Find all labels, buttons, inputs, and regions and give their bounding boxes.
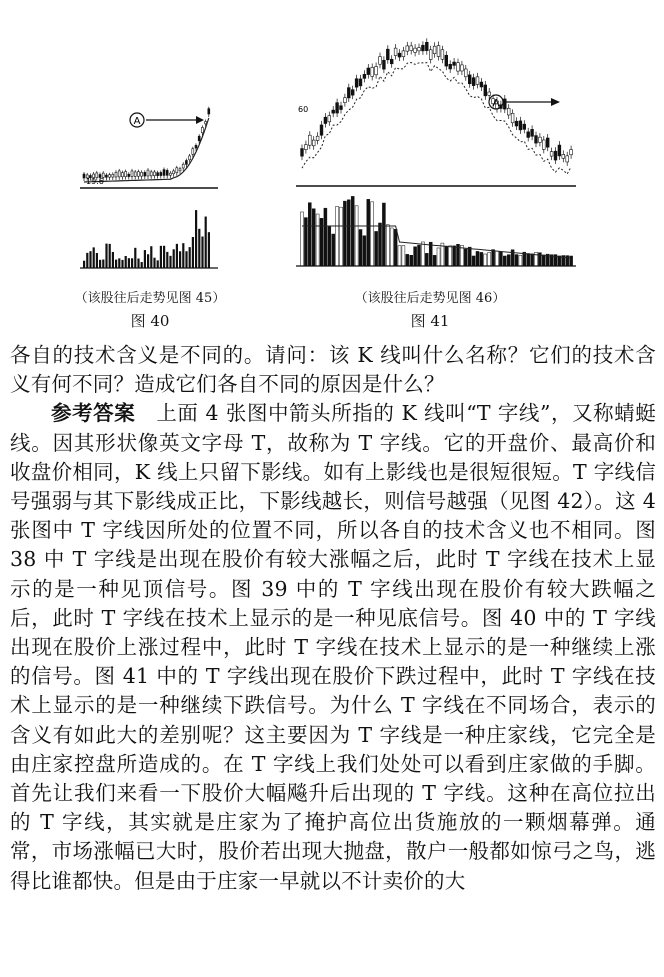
volume-bar	[150, 246, 152, 268]
volume-bar	[137, 259, 139, 268]
volume-bar	[464, 249, 467, 266]
volume-bar	[336, 206, 339, 266]
volume-bar	[332, 234, 335, 266]
candle-body	[185, 160, 187, 164]
candle-body	[449, 64, 452, 69]
candle-body	[328, 116, 331, 122]
volume-bar	[418, 245, 421, 266]
volume-bar	[105, 244, 107, 268]
candle-body	[83, 174, 85, 178]
candle-body	[137, 172, 139, 177]
volume-bar	[208, 232, 210, 268]
candle-body	[166, 170, 168, 175]
volume-bar	[402, 245, 405, 266]
volume-bar	[519, 255, 522, 266]
volume-bar	[157, 260, 159, 268]
candle-body	[112, 174, 114, 177]
candle-body	[371, 68, 374, 77]
figure-41-number: 图 41	[410, 312, 450, 330]
volume-bar	[301, 212, 304, 266]
candle-body	[468, 75, 471, 84]
volume-bar	[185, 251, 187, 268]
candle-body	[402, 51, 405, 57]
candle-body	[363, 74, 366, 78]
volume-bar	[390, 228, 393, 266]
volume-bar	[201, 237, 203, 268]
volume-bar	[153, 258, 155, 268]
candle-body	[305, 145, 308, 150]
volume-bar	[343, 201, 346, 266]
candle-body	[550, 152, 553, 156]
arrow-head-icon	[196, 116, 204, 124]
volume-bar	[496, 251, 499, 266]
candle-body	[379, 57, 382, 65]
volume-bar	[169, 256, 171, 268]
volume-bar	[316, 214, 319, 266]
candle-body	[562, 154, 565, 158]
volume-bar	[163, 246, 165, 268]
volume-bar	[147, 254, 149, 268]
candle-body	[386, 49, 389, 60]
candle-body	[437, 46, 440, 57]
candle-body	[351, 90, 354, 95]
volume-bar	[109, 244, 111, 268]
volume-bar	[503, 256, 506, 266]
volume-bar	[355, 206, 358, 266]
candle-body	[507, 108, 510, 115]
volume-bar	[340, 207, 343, 266]
volume-bar	[324, 208, 327, 266]
candle-body	[173, 171, 175, 174]
volume-bar	[144, 250, 146, 268]
volume-bar	[93, 247, 95, 268]
volume-bar	[102, 259, 104, 268]
candle-body	[182, 164, 184, 168]
candle-body	[406, 46, 409, 51]
candle-body	[176, 168, 178, 173]
axis-price-label: 60	[298, 105, 309, 114]
candle-body	[398, 53, 401, 57]
volume-bar	[192, 237, 194, 268]
candle-body	[484, 85, 487, 96]
volume-bar	[83, 261, 85, 268]
candle-body	[488, 92, 491, 95]
candle-body	[453, 62, 456, 65]
volume-bar	[488, 252, 491, 266]
candle-body	[375, 66, 378, 74]
volume-bar	[173, 249, 175, 268]
candle-body	[109, 175, 111, 177]
volume-bar	[160, 246, 162, 268]
volume-bar	[86, 253, 88, 268]
candle-body	[394, 48, 397, 55]
candle-body	[515, 121, 518, 126]
volume-bar	[542, 255, 545, 266]
body-text	[10, 341, 656, 896]
candle-body	[118, 171, 120, 177]
volume-bar	[410, 255, 413, 266]
volume-bar	[112, 252, 114, 268]
candle-body	[134, 172, 136, 176]
figure-40-number: 图 40	[130, 312, 170, 330]
volume-bar	[492, 250, 495, 266]
volume-bar	[394, 229, 397, 266]
volume-bar	[125, 256, 127, 268]
volume-bar	[312, 209, 315, 266]
volume-bar	[328, 227, 331, 266]
candle-body	[125, 172, 127, 177]
volume-bar	[363, 236, 366, 266]
volume-bar	[476, 251, 479, 266]
candle-body	[558, 145, 561, 156]
volume-bar	[468, 247, 471, 266]
candle-body	[105, 175, 107, 177]
candle-body	[410, 46, 413, 51]
candle-body	[201, 127, 203, 132]
candle-body	[320, 125, 323, 135]
candles-layer	[83, 107, 210, 181]
candle-body	[141, 172, 143, 176]
candle-body	[144, 172, 146, 176]
candle-body	[367, 68, 370, 75]
candle-body	[157, 173, 159, 176]
candle-body	[121, 173, 123, 177]
volume-bar	[141, 262, 143, 268]
volume-bar	[96, 253, 98, 268]
candle-body	[153, 172, 155, 176]
volume-bar	[406, 254, 409, 266]
candle-body	[179, 169, 181, 171]
volume-bar	[179, 251, 181, 268]
volume-bar	[449, 246, 452, 266]
volume-layer	[83, 210, 210, 268]
figure-41-note: （该股往后走势见图 46）	[354, 291, 506, 306]
volume-bar	[531, 254, 534, 266]
candle-body	[535, 136, 538, 144]
volume-bar	[189, 247, 191, 268]
candle-body	[418, 48, 421, 51]
volume-bar	[433, 255, 436, 266]
volume-bar	[198, 229, 200, 268]
candle-body	[554, 151, 557, 160]
candle-body	[433, 46, 436, 53]
volume-bar	[453, 246, 456, 266]
volume-bar	[379, 223, 382, 266]
candle-body	[128, 174, 130, 176]
candle-body	[566, 156, 569, 162]
volume-bar	[134, 248, 136, 268]
volume-bar	[421, 242, 424, 266]
candle-body	[147, 170, 149, 176]
volume-bar	[367, 199, 370, 266]
marker-label: A	[133, 116, 141, 127]
volume-bar	[121, 260, 123, 268]
moving-average-line	[302, 63, 571, 174]
candle-body	[340, 106, 343, 110]
arrow-head-icon	[551, 98, 560, 106]
candle-body	[519, 121, 522, 130]
figure-41-caption	[330, 287, 530, 331]
paragraph-question: 各自的技术含义是不同的。请问：该 K 线叫什么名称？它们的技术含义有何不同？造成它们各自不同的原因是什么？	[10, 343, 656, 397]
candle-body	[324, 117, 327, 123]
volume-bar	[414, 247, 417, 266]
axis-price-label: 19.6	[86, 177, 104, 186]
volume-bar	[128, 258, 130, 268]
candle-body	[570, 150, 573, 155]
candle-body	[208, 109, 210, 114]
volume-layer	[301, 196, 573, 266]
volume-bar	[484, 254, 487, 266]
volume-bar	[472, 256, 475, 266]
candle-body	[445, 55, 448, 66]
volume-bar	[515, 255, 518, 266]
volume-bar	[480, 252, 483, 266]
volume-bar	[118, 258, 120, 268]
candle-body	[301, 149, 304, 157]
volume-bar	[308, 203, 311, 266]
volume-bar	[398, 246, 401, 266]
answer-text: 上面 4 张图中箭头所指的 K 线叫“T 字线”，又称蜻蜓线。因其形状像英文字母 T，故称为 T 字线。它的开盘价、最高价和收盘价相同，K 线上只留下影线。如有上影线也是很短很短。T 字线信号强弱与其下影线成正比，下影线越长，则信号越强（见图 42）。这 4 张图中 T 字线因所处的位置不同，所以各自的技术含义也不相同。图 38 中 T 字线是出现在股价有较大涨幅之后，此时 T 字线在技术上显示的是一种见顶信号。图 39 中的 T 字线出现在股价有较大跌幅之后，此时 T 字线在技术上显示的是一种见底信号。图 40 中的 T 字线出现在股价上涨过程中，此时 T 字线在技术上显示的是一种继续上涨的信号。图 41 中的 T 字线出现在股价下跌过程中，此时 T 字线在技术上显示的是一种继续下跌信号。为什么 T 字线在不同场合，表示的含义有如此大的差别呢？这主要因为 T 字线是一种庄家线，它完全是由庄家控盘所造成的。在 T 字线上我们处处可以看到庄家做的手脚。首先让我们来看一下股价大幅飚升后出现的 T 字线。这种在高位拉出的 T 字线，其实就是庄家为了掩护高位出货施放的一颗烟幕弹。通常，市场涨幅已大时，股价若出现大抛盘，散户一般都如惊弓之鸟，逃得比谁都快。但是由于庄家一早就以不计卖价的大	[10, 401, 656, 893]
candle-body	[472, 78, 475, 86]
candle-body	[476, 77, 479, 85]
candle-body	[457, 63, 460, 71]
candle-body	[425, 42, 428, 50]
volume-bar	[359, 230, 362, 266]
candle-body	[160, 172, 162, 175]
volume-bar	[445, 246, 448, 266]
candle-body	[189, 156, 191, 160]
volume-bar	[507, 255, 510, 266]
volume-bar	[371, 202, 374, 266]
figure-41-chart	[296, 12, 578, 268]
candle-body	[316, 136, 319, 140]
candle-body	[308, 135, 311, 145]
volume-bar	[182, 243, 184, 268]
volume-bar	[499, 252, 502, 266]
candle-body	[344, 98, 347, 103]
volume-bar	[115, 260, 117, 268]
volume-bar	[99, 260, 101, 268]
candle-body	[383, 60, 386, 69]
candle-body	[429, 50, 432, 60]
candle-body	[546, 138, 549, 147]
candle-body	[511, 113, 514, 122]
answer-label: 参考答案	[51, 401, 136, 426]
volume-bar	[437, 248, 440, 266]
candle-body	[347, 88, 350, 98]
paragraph-answer	[10, 399, 656, 895]
figure-40-chart	[80, 88, 220, 270]
candle-body	[312, 140, 315, 146]
figure-40-note: （该股往后走势见图 45）	[74, 291, 226, 306]
volume-bar	[205, 217, 207, 268]
candle-body	[441, 50, 444, 60]
volume-bar	[347, 200, 350, 266]
figure-40-caption	[50, 287, 250, 331]
candle-body	[461, 65, 464, 71]
volume-bar	[320, 218, 323, 266]
volume-bar	[429, 242, 432, 266]
candle-body	[531, 129, 534, 136]
candle-body	[195, 145, 197, 148]
volume-bar	[131, 258, 133, 268]
candle-body	[539, 137, 542, 142]
candle-body	[390, 59, 393, 64]
volume-bar	[375, 231, 378, 266]
candle-body	[336, 103, 339, 113]
volume-bar	[351, 196, 354, 266]
volume-bar	[89, 251, 91, 268]
candle-body	[359, 79, 362, 86]
candle-body	[115, 172, 117, 177]
volume-bar	[166, 252, 168, 268]
volume-bar	[386, 225, 389, 266]
volume-bar	[425, 253, 428, 266]
candle-body	[542, 140, 545, 149]
candle-body	[150, 172, 152, 176]
candle-body	[414, 48, 417, 52]
volume-bar	[176, 244, 178, 268]
candle-body	[169, 173, 171, 175]
candle-body	[422, 45, 425, 51]
candle-body	[205, 121, 207, 123]
candle-body	[192, 149, 194, 155]
candle-body	[480, 82, 483, 87]
candle-body	[131, 171, 133, 177]
marker-label: A	[492, 98, 500, 109]
candle-body	[527, 132, 530, 138]
candle-body	[464, 69, 467, 77]
candle-body	[163, 170, 165, 176]
candle-body	[198, 136, 200, 141]
candle-body	[503, 99, 506, 109]
candle-body	[355, 79, 358, 87]
moving-average-line	[84, 118, 209, 182]
candle-body	[523, 124, 526, 129]
volume-bar	[382, 203, 385, 266]
volume-bar	[195, 210, 197, 268]
volume-bar	[527, 253, 530, 266]
volume-bar	[304, 218, 307, 266]
candle-body	[332, 110, 335, 113]
